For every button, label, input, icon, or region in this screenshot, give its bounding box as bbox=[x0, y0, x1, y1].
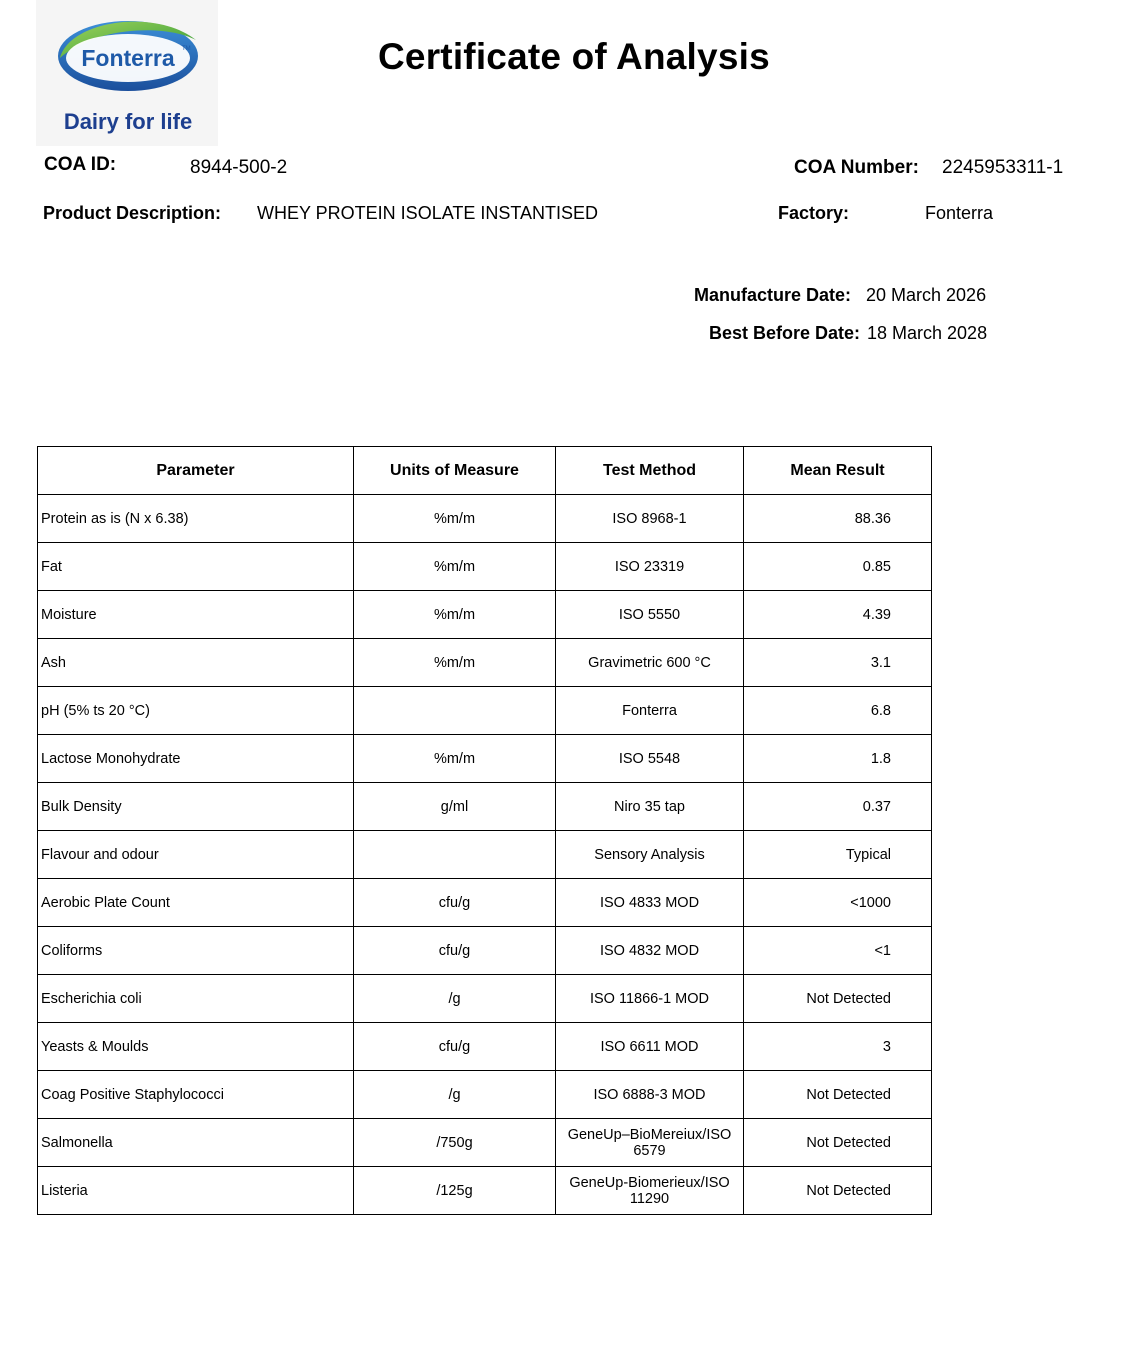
coa-number-value: 2245953311-1 bbox=[942, 157, 1064, 178]
cell-mean-result: 0.37 bbox=[744, 783, 932, 831]
cell-test-method: ISO 4833 MOD bbox=[556, 879, 744, 927]
cell-test-method: ISO 4832 MOD bbox=[556, 927, 744, 975]
analysis-table bbox=[37, 446, 932, 1215]
cell-parameter: Flavour and odour bbox=[38, 831, 354, 879]
cell-unit: /g bbox=[354, 975, 556, 1023]
cell-mean-result: <1000 bbox=[744, 879, 932, 927]
cell-parameter: Ash bbox=[38, 639, 354, 687]
cell-unit: cfu/g bbox=[354, 879, 556, 927]
cell-mean-result: 88.36 bbox=[744, 495, 932, 543]
table-row bbox=[38, 1023, 932, 1071]
table-row bbox=[38, 735, 932, 783]
cell-parameter: Coliforms bbox=[38, 927, 354, 975]
cell-parameter: Listeria bbox=[38, 1167, 354, 1215]
cell-unit: cfu/g bbox=[354, 927, 556, 975]
cell-test-method: Gravimetric 600 °C bbox=[556, 639, 744, 687]
cell-test-method: GeneUp-Biomerieux/ISO 11290 bbox=[556, 1167, 744, 1215]
coa-id-value: 8944-500-2 bbox=[190, 157, 288, 178]
table-row bbox=[38, 591, 932, 639]
cell-parameter: Fat bbox=[38, 543, 354, 591]
table-row bbox=[38, 1119, 932, 1167]
table-header-row bbox=[38, 447, 932, 495]
cell-mean-result: 4.39 bbox=[744, 591, 932, 639]
table-row bbox=[38, 1167, 932, 1215]
cell-unit: /125g bbox=[354, 1167, 556, 1215]
table-row bbox=[38, 495, 932, 543]
column-header-parameter: Parameter bbox=[38, 447, 354, 495]
cell-unit: /750g bbox=[354, 1119, 556, 1167]
product-description-value: WHEY PROTEIN ISOLATE INSTANTISED bbox=[257, 203, 599, 223]
coa-number-label: COA Number: bbox=[794, 157, 919, 178]
cell-test-method: ISO 8968-1 bbox=[556, 495, 744, 543]
table-row bbox=[38, 783, 932, 831]
best-before-date-label: Best Before Date: bbox=[709, 323, 861, 343]
cell-unit bbox=[354, 831, 556, 879]
cell-mean-result: Not Detected bbox=[744, 975, 932, 1023]
table-row bbox=[38, 1071, 932, 1119]
table-row bbox=[38, 831, 932, 879]
best-before-date-value: 18 March 2028 bbox=[867, 323, 988, 343]
cell-test-method: ISO 6611 MOD bbox=[556, 1023, 744, 1071]
cell-mean-result: 6.8 bbox=[744, 687, 932, 735]
cell-test-method: Niro 35 tap bbox=[556, 783, 744, 831]
cell-mean-result: Not Detected bbox=[744, 1071, 932, 1119]
cell-parameter: Coag Positive Staphylococci bbox=[38, 1071, 354, 1119]
column-header-units: Units of Measure bbox=[354, 447, 556, 495]
table-row bbox=[38, 975, 932, 1023]
cell-test-method: GeneUp–BioMereiux/ISO 6579 bbox=[556, 1119, 744, 1167]
cell-unit: %m/m bbox=[354, 735, 556, 783]
cell-parameter: Lactose Monohydrate bbox=[38, 735, 354, 783]
coa-id-label: COA ID: bbox=[44, 154, 117, 175]
cell-parameter: Yeasts & Moulds bbox=[38, 1023, 354, 1071]
logo-tagline: Dairy for life bbox=[63, 109, 193, 134]
column-header-mean-result: Mean Result bbox=[744, 447, 932, 495]
cell-test-method: ISO 6888-3 MOD bbox=[556, 1071, 744, 1119]
cell-unit: g/ml bbox=[354, 783, 556, 831]
cell-unit: %m/m bbox=[354, 495, 556, 543]
cell-mean-result: 3.1 bbox=[744, 639, 932, 687]
cell-mean-result: Typical bbox=[744, 831, 932, 879]
cell-parameter: Bulk Density bbox=[38, 783, 354, 831]
cell-test-method: ISO 11866-1 MOD bbox=[556, 975, 744, 1023]
cell-mean-result: Not Detected bbox=[744, 1167, 932, 1215]
cell-parameter: Protein as is (N x 6.38) bbox=[38, 495, 354, 543]
manufacture-date-label: Manufacture Date: bbox=[694, 285, 852, 305]
cell-mean-result: 3 bbox=[744, 1023, 932, 1071]
fonterra-logo bbox=[36, 0, 218, 146]
cell-parameter: Escherichia coli bbox=[38, 975, 354, 1023]
logo-brand: Fonterra bbox=[81, 45, 175, 71]
cell-test-method: Fonterra bbox=[556, 687, 744, 735]
cell-parameter: pH (5% ts 20 °C) bbox=[38, 687, 354, 735]
manufacture-date-value: 20 March 2026 bbox=[866, 285, 987, 305]
factory-label: Factory: bbox=[778, 203, 850, 223]
document-title: Certificate of Analysis bbox=[378, 36, 770, 77]
cell-mean-result: 1.8 bbox=[744, 735, 932, 783]
cell-unit: %m/m bbox=[354, 639, 556, 687]
product-description-label: Product Description: bbox=[43, 203, 222, 223]
cell-parameter: Aerobic Plate Count bbox=[38, 879, 354, 927]
table-row bbox=[38, 687, 932, 735]
table-row bbox=[38, 543, 932, 591]
table-row bbox=[38, 879, 932, 927]
cell-unit: %m/m bbox=[354, 543, 556, 591]
cell-mean-result: 0.85 bbox=[744, 543, 932, 591]
factory-value: Fonterra bbox=[925, 203, 994, 223]
cell-test-method: Sensory Analysis bbox=[556, 831, 744, 879]
cell-unit bbox=[354, 687, 556, 735]
table-row bbox=[38, 639, 932, 687]
cell-test-method: ISO 23319 bbox=[556, 543, 744, 591]
column-header-test-method: Test Method bbox=[556, 447, 744, 495]
logo-trademark: TM bbox=[182, 46, 191, 52]
table-row bbox=[38, 927, 932, 975]
cell-test-method: ISO 5550 bbox=[556, 591, 744, 639]
cell-mean-result: <1 bbox=[744, 927, 932, 975]
cell-mean-result: Not Detected bbox=[744, 1119, 932, 1167]
cell-unit: /g bbox=[354, 1071, 556, 1119]
fonterra-logo-icon bbox=[36, 0, 218, 146]
cell-unit: %m/m bbox=[354, 591, 556, 639]
cell-parameter: Moisture bbox=[38, 591, 354, 639]
cell-unit: cfu/g bbox=[354, 1023, 556, 1071]
cell-test-method: ISO 5548 bbox=[556, 735, 744, 783]
cell-parameter: Salmonella bbox=[38, 1119, 354, 1167]
